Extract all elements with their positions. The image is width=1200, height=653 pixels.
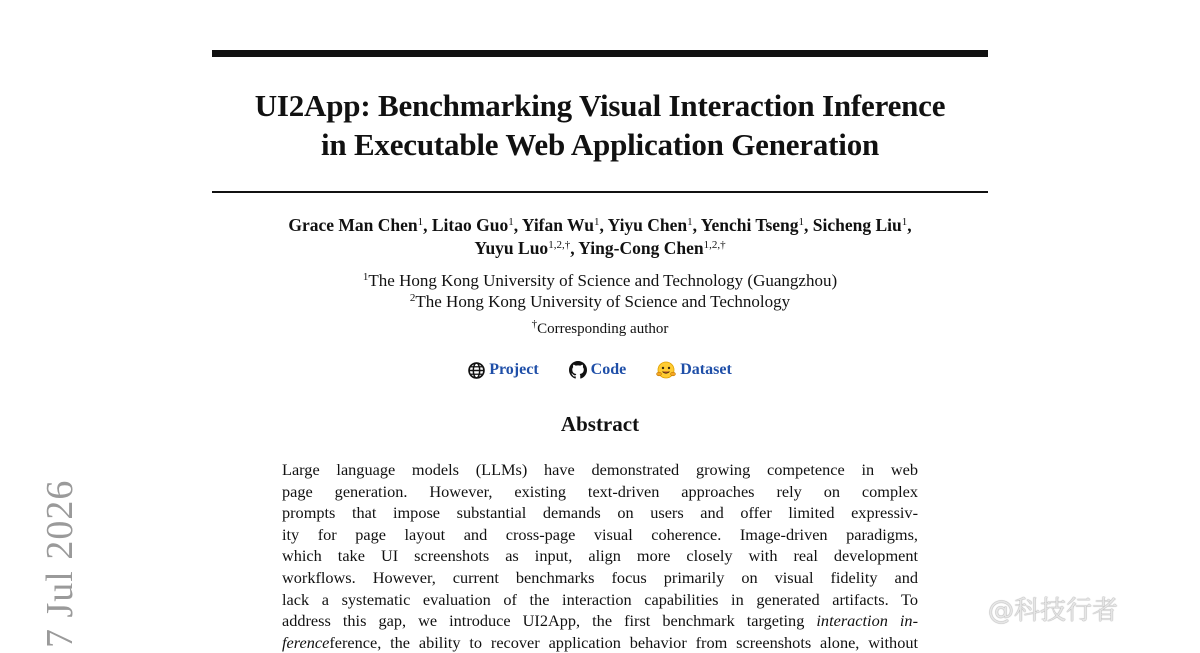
abstract-line: prompts that impose substantial demands on users and offer limited expressiv-	[282, 503, 918, 523]
abstract-emphasis: ference	[282, 632, 330, 652]
arxiv-margin-date: 7 Jul 2026	[39, 479, 81, 648]
author-line-1	[200, 214, 1000, 237]
affiliation-text: The Hong Kong University of Science and Technology	[415, 292, 791, 311]
author-name: Ying-Cong Chen	[578, 238, 704, 258]
author-name: Sicheng Liu	[812, 215, 902, 235]
title-top-rule	[212, 50, 988, 57]
dataset-link[interactable]	[656, 361, 732, 379]
github-icon	[569, 361, 587, 379]
author-affil-mark: 1	[798, 216, 805, 228]
hugging-face-icon	[656, 361, 676, 379]
author-name: Yifan Wu	[521, 215, 594, 235]
author-affil-mark: 1,2,†	[548, 239, 571, 251]
author-affil-mark: 1	[508, 216, 514, 228]
abstract-heading: Abstract	[560, 412, 640, 436]
author-affil-mark: 1	[901, 216, 908, 228]
abstract-line: ity for page layout and cross-page visual coherence. Image-driven paradigms,	[282, 524, 918, 544]
author-affil-mark: 1	[417, 216, 424, 228]
affiliation-2	[200, 291, 1000, 312]
affiliation-1	[200, 270, 1000, 291]
abstract-text: ference, the ability to recover application behavior from screenshots alone, without	[329, 632, 918, 652]
abstract-line: workflows. However, current benchmarks focus primarily on visual fidelity and	[282, 567, 918, 587]
author-separator: ,	[423, 215, 432, 235]
title-line-1: UI2App: Benchmarking Visual Interaction Inference	[254, 88, 946, 123]
affiliation-mark: 2	[409, 292, 416, 304]
dataset-link-label: Dataset	[680, 361, 732, 378]
abstract-body	[282, 459, 918, 653]
author-separator: ,	[599, 215, 608, 235]
title-bottom-rule	[212, 191, 988, 193]
author-affil-mark: 1	[593, 216, 600, 228]
author-name: Litao Guo	[431, 215, 509, 235]
abstract-line	[282, 632, 918, 653]
author-separator: ,	[804, 215, 813, 235]
corresponding-author-note	[200, 319, 1000, 339]
author-name: Yiyu Chen	[607, 215, 688, 235]
affiliation-text: The Hong Kong University of Science and Technology (Guangzhou)	[368, 271, 838, 290]
code-link[interactable]	[569, 361, 627, 379]
author-line-2	[200, 237, 1000, 260]
author-name: Yuyu Luo	[474, 238, 549, 258]
author-list	[200, 214, 1000, 260]
abstract-line	[282, 610, 918, 632]
abstract-text: address this gap, we introduce UI2App, the first benchmark targeting	[282, 611, 817, 631]
abstract-line: Large language models (LLMs) have demonstrated growing competence in web	[282, 460, 918, 479]
author-separator: ,	[570, 238, 579, 258]
project-link[interactable]	[468, 361, 538, 379]
abstract-line: lack a systematic evaluation of the interaction capabilities in generated artifacts. To	[282, 589, 918, 609]
affiliations	[200, 270, 1000, 312]
corresponding-text: Corresponding author	[537, 321, 669, 337]
abstract-emphasis: interaction in-	[816, 611, 918, 631]
dagger-mark: †	[531, 318, 538, 330]
title-line-2: in Executable Web Application Generation	[320, 127, 880, 162]
author-name: Grace Man Chen	[288, 215, 418, 235]
abstract-line: page generation. However, existing text-driven approaches rely on complex	[282, 481, 918, 501]
globe-icon	[468, 362, 485, 379]
author-separator: ,	[907, 215, 912, 235]
author-separator: ,	[513, 215, 522, 235]
source-watermark: @科技行者	[988, 596, 1119, 626]
project-link-label: Project	[489, 361, 539, 378]
author-affil-mark: 1	[687, 216, 693, 228]
author-affil-mark: 1,2,†	[703, 239, 726, 251]
code-link-label: Code	[590, 361, 627, 378]
abstract-line: which take UI screenshots as input, align more closely with real development	[282, 546, 918, 566]
author-name: Yenchi Tseng	[700, 215, 799, 235]
paper-title	[200, 86, 1000, 164]
resource-links	[200, 361, 1000, 379]
author-separator: ,	[692, 215, 701, 235]
affiliation-mark: 1	[362, 271, 369, 283]
